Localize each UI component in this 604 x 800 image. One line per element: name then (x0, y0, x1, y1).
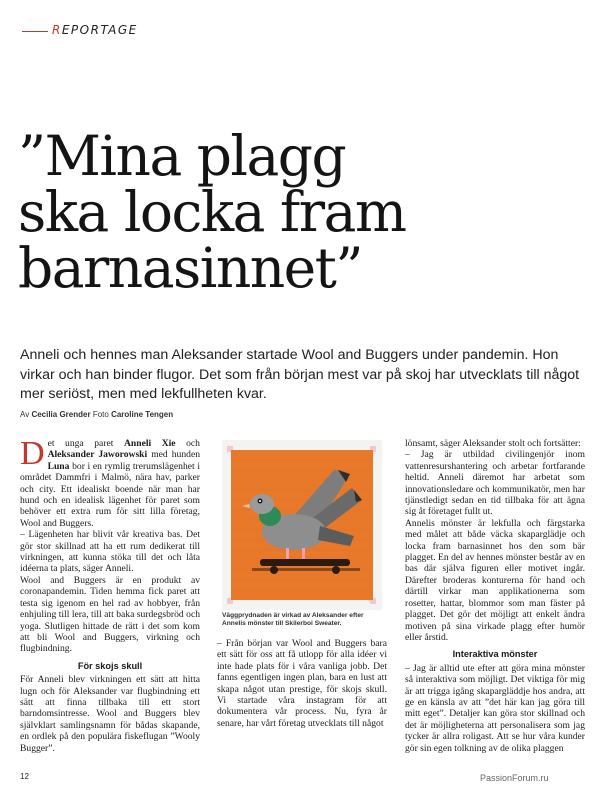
paragraph: – Lägenheten har blivit vår kreativa bas. Det gör stor skillnad att ha ett rum dedikerat till virkningen, att kunna stöka till det och låta idéerna ta plats, säger Anneli. (20, 529, 200, 575)
page-number: 12 (20, 772, 29, 781)
ingress: Anneli och hennes man Aleksander startade Wool and Buggers under pandemin. Hon virkar och han binder flugor. Det som från början mest var på skoj har utvecklats till något mer seriöst, men med lekfullheten kvar. (20, 347, 580, 402)
byline-photographer: Caroline Tengen (111, 410, 174, 419)
byline-author: Cecilia Grender (31, 410, 91, 419)
body-column-1 (20, 435, 200, 754)
byline-by-prefix: Av (20, 410, 30, 419)
dog-name: Luna (47, 460, 70, 472)
byline-photo-prefix: Foto (92, 410, 109, 419)
subheading: För skojs skull (77, 660, 143, 671)
body-column-2 (217, 638, 387, 729)
paragraph: För Anneli blev virkningen ett sätt att hitta lugn och för Aleksander var flugbindning ett sätt att finna tillbaka till ett stort barndomsintresse. Wool and Buggers blev självklart samlingsnamn för bådas skapande, en ordlek på den populära fiskeflugan ”Wooly Bugger”. (20, 674, 200, 754)
headline-line-3: barnasinnet” (18, 236, 362, 300)
paragraph: Wool and Buggers är en produkt av coronapandemin. Tiden hemma fick paret att testa sig igenom en hel rad av hobbyer, från enhjuling till lera, till att baka surdegsbröd och yoga. Slutligen hittade de rätt i det som kom att bli Wool and Buggers, virkning och flugbindning. (20, 574, 200, 655)
paragraph: Annelis mönster är lekfulla och färgstarka med målet att både väcka skaparglädje och locka fram barnasinnet hos den som bär plagget. En del av hennes mönster består av en bas där själva figuren eller motivet ingår. Därefter broderas konturerna för hand och därtill virkar man applikationerna som rosetter, hattar, blommor som man fäster på plagget. Det gör det möjligt att enkelt ändra motiven på sina virkade plagg efter humör eller årstid. (405, 517, 585, 643)
section-rule (22, 31, 48, 32)
photo-caption: Väggprydnaden är virkad av Aleksander efter Annelis mönster till Skilerboi Sweater. (222, 612, 364, 627)
headline-line-2: ska locka fram (18, 180, 406, 244)
person-name: Aleksander Jaworowski (47, 449, 148, 461)
paragraph: – Jag är alltid ute efter att göra mina mönster så interaktiva som möjligt. Det viktiga för mig är att trigga igång skapargläddje hos andra, att ge en känsla av att ”det här kan jag göra till mitt eget”. Detaljer kan göra stor skillnad och det är möjligheterna att personalisera som jag tycker är allra roligast. Att se hur våra kunder gör sin egen tolkning av de olika plaggen (405, 662, 585, 754)
drop-cap: D (20, 435, 45, 472)
headline (18, 124, 498, 300)
section-label: REPORTAGE (52, 23, 138, 37)
watermark: PassionForum.ru (480, 773, 549, 783)
byline (20, 410, 173, 419)
crochet-artwork-illustration (222, 440, 382, 610)
text-run: bor i en rymlig trerumslägenhet i området Dammfri i Malmö, nära hav, parker och city. Ett idealiskt boende när man har hund och en idealisk lägenhet för paret som behöver ett extra rum för sitt lilla företag, Wool and Buggers. (20, 460, 200, 529)
headline-line-1: ”Mina plagg (18, 124, 346, 188)
text-run: et unga paret (47, 438, 124, 449)
paragraph: lönsamt, säger Aleksander stolt och fortsätter: (405, 438, 581, 449)
paragraph: – Jag är utbildad civilingenjör inom vattenresurshantering och arbetar fortfarande heltid. Anneli däremot har arbetat som innovationsledare och kommunikatör, men har tjänstledigt sedan en tid tillbaka för att ägna sig åt företaget fullt ut. (405, 449, 585, 518)
person-name: Anneli Xie (123, 438, 176, 449)
text-run: med hunden (147, 449, 200, 461)
paragraph: – Från början var Wool and Buggers bara ett sätt för oss att få utlopp för alla idéer vi inte hade plats för i våra vanliga jobb. Det fanns egentligen ingen plan, bara en lust att skapa något utan prestige, för skojs skull. Vi startade våra instagram för att dokumentera vår process. Nu, fyra år senare, har vårt företag utvecklats till något (217, 638, 387, 729)
photo-crochet-pigeon (222, 440, 382, 610)
subheading: Interaktiva mönster (452, 649, 538, 660)
body-column-3 (405, 438, 585, 754)
paragraph (20, 435, 200, 529)
text-run: och (175, 438, 200, 449)
